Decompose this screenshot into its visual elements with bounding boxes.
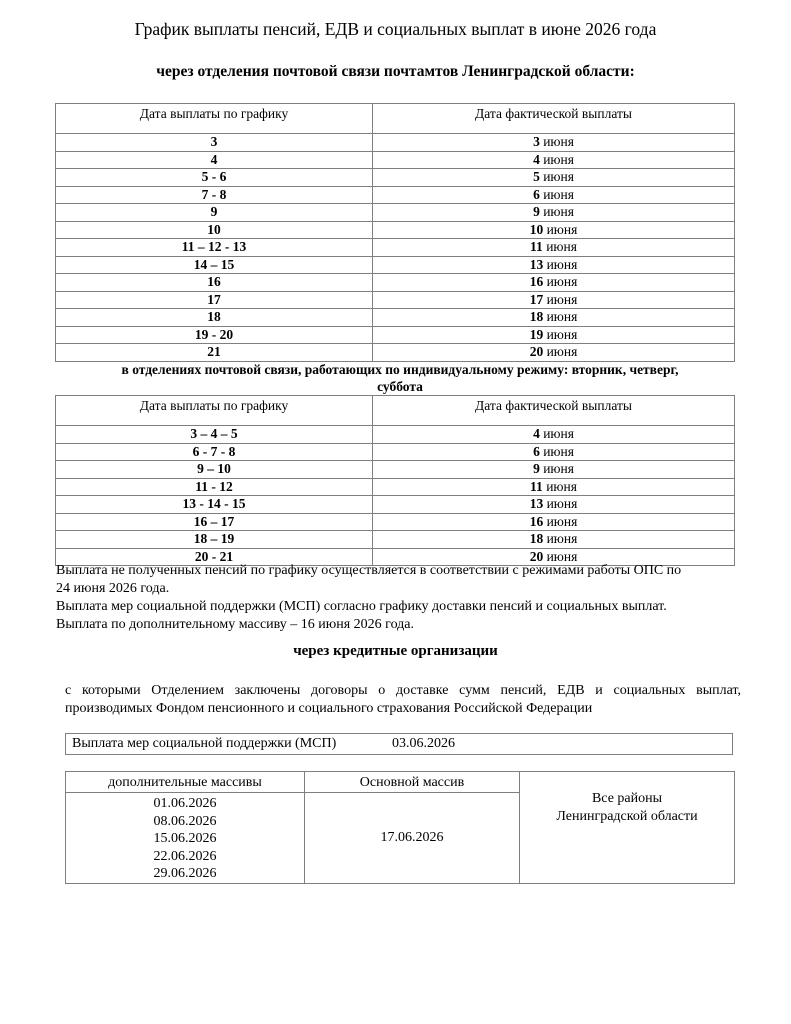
msp-date: 03.06.2026 xyxy=(392,736,455,751)
actual-month: июня xyxy=(543,186,574,202)
table-row xyxy=(56,309,735,327)
schedule-date-cell: 16 xyxy=(56,274,373,292)
table-row xyxy=(56,291,735,309)
schedule-date-cell: 13 - 14 - 15 xyxy=(56,496,373,514)
actual-date-cell xyxy=(373,134,735,152)
column-header-additional: дополнительные массивы xyxy=(66,772,305,793)
actual-date-cell xyxy=(373,291,735,309)
actual-month: июня xyxy=(546,256,578,272)
schedule-date-cell: 9 xyxy=(56,204,373,222)
actual-date-cell xyxy=(373,239,735,257)
actual-date-cell xyxy=(373,496,735,514)
table-header-row xyxy=(66,772,735,793)
msp-label: Выплата мер социальной поддержки (МСП) xyxy=(72,736,337,751)
schedule-date-cell: 18 xyxy=(56,309,373,327)
actual-date-cell xyxy=(373,344,735,362)
table-row xyxy=(56,478,735,496)
bank-schedule-table xyxy=(65,771,735,884)
schedule-date-cell: 17 xyxy=(56,291,373,309)
table-row xyxy=(56,169,735,187)
schedule-date-cell: 3 xyxy=(56,134,373,152)
main-date: 17.06.2026 xyxy=(305,793,520,884)
actual-date-cell xyxy=(373,326,735,344)
actual-date-cell xyxy=(373,151,735,169)
actual-month: июня xyxy=(543,134,574,149)
actual-month: июня xyxy=(543,151,574,167)
actual-day: 9 xyxy=(533,461,540,476)
table-row xyxy=(56,239,735,257)
additional-date: 01.06.2026 xyxy=(153,796,217,811)
actual-date-cell xyxy=(373,204,735,222)
table-row xyxy=(56,221,735,239)
table-row xyxy=(56,443,735,461)
actual-month: июня xyxy=(546,531,578,546)
actual-month: июня xyxy=(543,443,574,459)
schedule-date-cell: 11 - 12 xyxy=(56,478,373,496)
column-header-actual: Дата фактической выплаты xyxy=(373,396,735,426)
actual-day: 13 xyxy=(529,496,544,511)
actual-month: июня xyxy=(546,326,578,342)
actual-day: 13 xyxy=(529,256,544,272)
post-office-schedule-table xyxy=(55,103,735,362)
actual-day: 17 xyxy=(529,291,544,307)
note-unreceived-line1: Выплата не полученных пенсий по графику осуществляется в соответствии с режимами работы ОПС по xyxy=(56,563,682,578)
actual-day: 16 xyxy=(529,513,544,529)
actual-month: июня xyxy=(543,461,574,476)
actual-day: 11 xyxy=(530,239,543,254)
individual-mode-heading xyxy=(70,361,730,395)
schedule-date-cell: 19 - 20 xyxy=(56,326,373,344)
actual-date-cell xyxy=(373,531,735,549)
actual-date-cell xyxy=(373,513,735,531)
actual-date-cell xyxy=(373,169,735,187)
schedule-date-cell: 7 - 8 xyxy=(56,186,373,204)
actual-date-cell xyxy=(373,274,735,292)
actual-day: 18 xyxy=(529,531,544,546)
individual-mode-heading-line2: суббота xyxy=(377,379,423,394)
actual-date-cell xyxy=(373,461,735,479)
table-row xyxy=(56,186,735,204)
actual-month: июня xyxy=(546,344,578,359)
actual-month: июня xyxy=(546,548,578,564)
actual-day: 5 xyxy=(533,169,540,184)
actual-date-cell xyxy=(373,443,735,461)
actual-month: июня xyxy=(546,496,578,511)
actual-month: июня xyxy=(546,478,577,494)
actual-date-cell xyxy=(373,309,735,327)
table-row xyxy=(56,496,735,514)
actual-day: 11 xyxy=(530,478,543,494)
actual-date-cell xyxy=(373,426,735,444)
additional-date: 22.06.2026 xyxy=(153,848,217,864)
table-header-row xyxy=(56,104,735,134)
additional-date: 08.06.2026 xyxy=(153,813,217,829)
table-row xyxy=(56,344,735,362)
table-row xyxy=(56,256,735,274)
region-line2: Ленинградской области xyxy=(556,809,698,824)
schedule-date-cell: 20 - 21 xyxy=(56,548,373,566)
schedule-date-cell: 18 – 19 xyxy=(56,531,373,549)
actual-month: июня xyxy=(543,169,574,184)
additional-dates-cell xyxy=(66,793,305,884)
actual-month: июня xyxy=(543,426,574,441)
actual-day: 6 xyxy=(533,443,540,459)
region-cell xyxy=(520,772,735,884)
actual-date-cell xyxy=(373,256,735,274)
contract-text: с которыми Отделением заключены договоры о доставке сумм пенсий, ЕДВ и социальных выплат, производимых Фондом пенсионного и социального страхования Российской Федерации xyxy=(65,683,741,716)
actual-day: 4 xyxy=(533,151,540,167)
actual-month: июня xyxy=(546,309,578,324)
actual-month: июня xyxy=(546,513,578,529)
table-row xyxy=(56,274,735,292)
actual-day: 19 xyxy=(529,326,544,342)
actual-month: июня xyxy=(546,221,578,237)
individual-mode-schedule-table xyxy=(55,395,735,566)
schedule-date-cell: 21 xyxy=(56,344,373,362)
region-line1: Все районы xyxy=(591,791,663,806)
table-row xyxy=(56,426,735,444)
column-header-actual: Дата фактической выплаты xyxy=(373,104,735,134)
schedule-date-cell: 6 - 7 - 8 xyxy=(56,443,373,461)
actual-month: июня xyxy=(546,291,578,307)
actual-day: 6 xyxy=(533,186,540,202)
table-header-row xyxy=(56,396,735,426)
document-title: График выплаты пенсий, ЕДВ и социальных выплат в июне 2026 года xyxy=(134,19,657,39)
actual-month: июня xyxy=(543,204,574,219)
actual-date-cell xyxy=(373,478,735,496)
actual-date-cell xyxy=(373,186,735,204)
actual-day: 18 xyxy=(529,309,544,324)
msp-payment-box xyxy=(65,733,733,755)
individual-mode-heading-line1: в отделениях почтовой связи, работающих по индивидуальному режиму: вторник, четверг, xyxy=(121,362,679,377)
column-header-schedule: Дата выплаты по графику xyxy=(56,396,373,426)
actual-day: 10 xyxy=(529,221,544,237)
table-row xyxy=(56,204,735,222)
schedule-date-cell: 10 xyxy=(56,221,373,239)
column-header-schedule: Дата выплаты по графику xyxy=(56,104,373,134)
schedule-date-cell: 9 – 10 xyxy=(56,461,373,479)
schedule-date-cell: 5 - 6 xyxy=(56,169,373,187)
schedule-date-cell: 14 – 15 xyxy=(56,256,373,274)
note-unreceived-line2: 24 июня 2026 года. xyxy=(56,581,170,596)
schedule-date-cell: 16 – 17 xyxy=(56,513,373,531)
table-row xyxy=(56,513,735,531)
table-row xyxy=(56,151,735,169)
actual-day: 16 xyxy=(529,274,544,289)
notes-block xyxy=(56,562,756,634)
actual-day: 20 xyxy=(529,344,544,359)
credit-organizations-heading: через кредитные организации xyxy=(293,643,498,659)
additional-date: 29.06.2026 xyxy=(153,866,217,881)
actual-month: июня xyxy=(546,239,577,254)
note-additional: Выплата по дополнительному массиву – 16 июня 2026 года. xyxy=(56,617,414,632)
column-header-main: Основной массив xyxy=(305,772,520,793)
actual-date-cell xyxy=(373,221,735,239)
actual-day: 20 xyxy=(529,548,544,564)
schedule-date-cell: 11 – 12 - 13 xyxy=(56,239,373,257)
table-row xyxy=(56,461,735,479)
schedule-date-cell: 4 xyxy=(56,151,373,169)
actual-day: 9 xyxy=(533,204,540,219)
table-row xyxy=(56,531,735,549)
note-msp: Выплата мер социальной поддержки (МСП) согласно графику доставки пенсий и социальных выплат. xyxy=(56,599,667,614)
schedule-date-cell: 3 – 4 – 5 xyxy=(56,426,373,444)
post-office-heading: через отделения почтовой связи почтамтов Ленинградской области: xyxy=(156,63,635,80)
actual-day: 4 xyxy=(533,426,540,441)
actual-day: 3 xyxy=(533,134,540,149)
table-row xyxy=(56,326,735,344)
table-row xyxy=(56,134,735,152)
additional-date: 15.06.2026 xyxy=(153,831,217,846)
actual-month: июня xyxy=(546,274,578,289)
